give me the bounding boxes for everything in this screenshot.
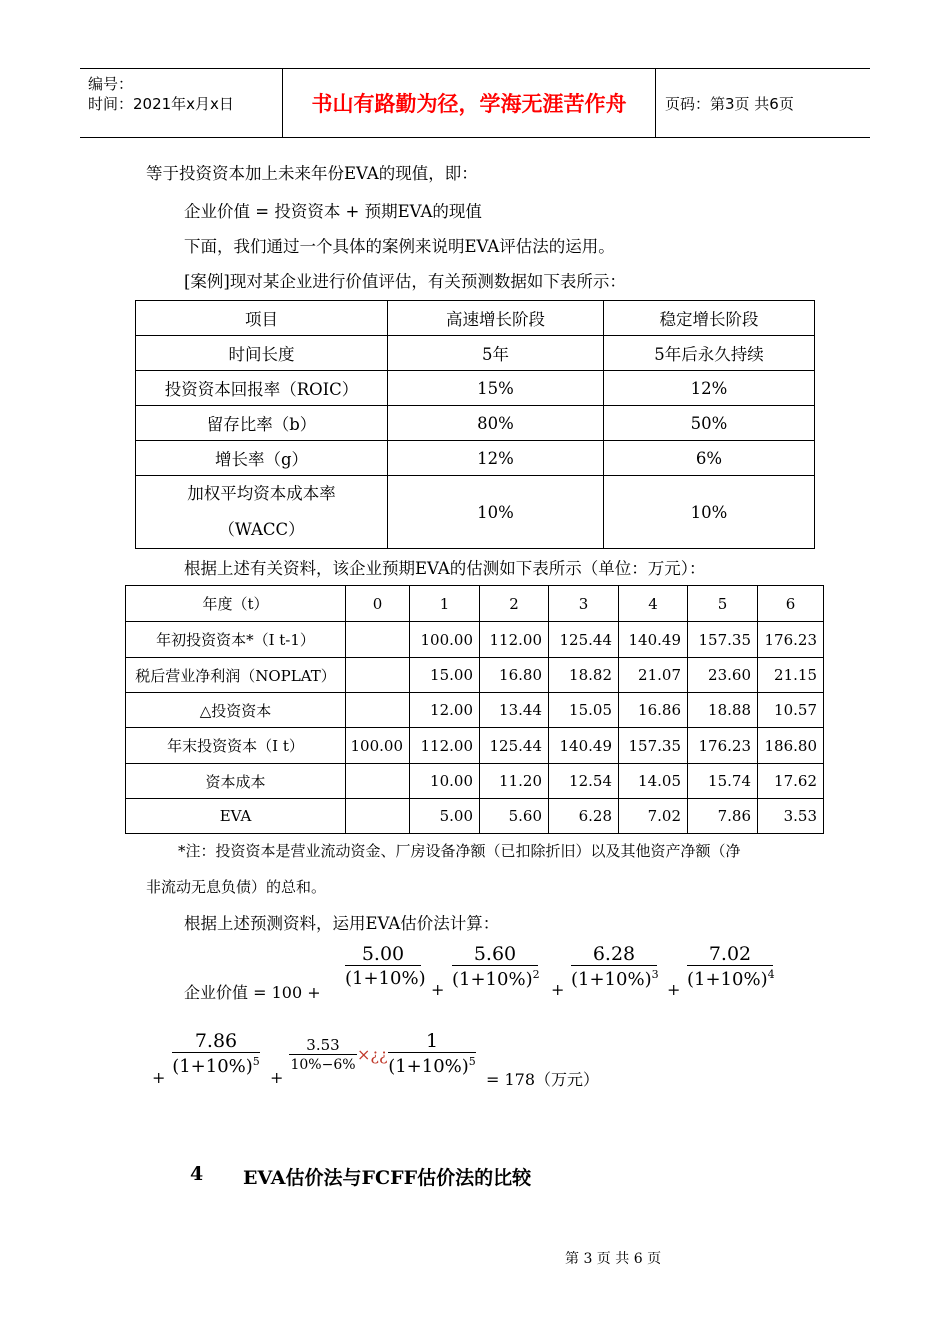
paragraph-1: 等于投资资本加上未来年份EVA的现值，即： xyxy=(146,164,478,183)
fraction-7 xyxy=(388,1030,476,1077)
table2-cell: 5.60 xyxy=(480,799,549,834)
fraction-1-denominator: (1+10%) xyxy=(345,965,421,989)
table2-cell: 3.53 xyxy=(758,799,824,834)
table2-header: 2 xyxy=(480,586,549,622)
fraction-7-denominator: $(1+10\%)^5$ xyxy=(388,1052,476,1077)
fraction-1-numerator: 5.00 xyxy=(361,943,405,965)
table1-header: 项目 xyxy=(136,301,388,336)
table2-cell: 125.44 xyxy=(480,728,549,764)
table2-cell: 税后营业净利润（NOPLAT） xyxy=(126,658,346,693)
table1-cell: 5年 xyxy=(388,336,604,371)
table2-cell: 23.60 xyxy=(688,658,758,693)
fraction-3-denominator: $(1+10\%)^3$ xyxy=(571,965,657,990)
paragraph-2: 企业价值 = 投资资本 + 预期EVA的现值 xyxy=(184,202,482,221)
table-row xyxy=(126,693,824,728)
fraction-3 xyxy=(571,943,657,990)
table2-cell: 16.86 xyxy=(619,693,688,728)
table2-cell: 176.23 xyxy=(758,622,824,658)
formula-result: = 178（万元） xyxy=(486,1070,600,1089)
plus-sign: + xyxy=(667,980,681,999)
table-row xyxy=(136,476,815,549)
plus-sign: + xyxy=(551,980,565,999)
table2-header: 3 xyxy=(549,586,619,622)
table2-cell: 15.00 xyxy=(410,658,480,693)
table2-cell: EVA xyxy=(126,799,346,834)
table2-cell: 10.00 xyxy=(410,764,480,799)
table1-cell: 12% xyxy=(604,371,815,406)
table2-cell: 125.44 xyxy=(549,622,619,658)
table2-cell: 15.74 xyxy=(688,764,758,799)
paragraph-3: 下面，我们通过一个具体的案例来说明EVA评估法的运用。 xyxy=(184,237,615,256)
fraction-5-denominator: $(1+10\%)^5$ xyxy=(172,1052,260,1077)
fraction-7-numerator: 1 xyxy=(425,1030,439,1052)
table1-cell: 时间长度 xyxy=(136,336,388,371)
fraction-2-denominator: $(1+10\%)^2$ xyxy=(452,965,538,990)
table2-header: 6 xyxy=(758,586,824,622)
table2-cell: 10.57 xyxy=(758,693,824,728)
table2-cell: 6.28 xyxy=(549,799,619,834)
fraction-4 xyxy=(687,943,773,990)
table2-cell: 15.05 xyxy=(549,693,619,728)
table1-cell: 15% xyxy=(388,371,604,406)
table-row xyxy=(136,441,815,476)
page-label: 页码：第3页 共6页 xyxy=(665,94,794,113)
page-footer: 第 3 页 共 6 页 xyxy=(565,1251,662,1267)
section-title: EVA估价法与FCFF估价法的比较 xyxy=(243,1167,532,1189)
table-row xyxy=(126,728,824,764)
table2-cell xyxy=(346,622,410,658)
paragraph-4: [案例]现对某企业进行价值评估，有关预测数据如下表所示： xyxy=(184,272,626,291)
table2-cell: 18.82 xyxy=(549,658,619,693)
table2-cell: 100.00 xyxy=(410,622,480,658)
table2-cell: 13.44 xyxy=(480,693,549,728)
formula-lead: 企业价值 = 100 + xyxy=(184,983,321,1002)
table2-cell: 186.80 xyxy=(758,728,824,764)
table2-cell xyxy=(346,658,410,693)
table2-header: 年度（t） xyxy=(126,586,346,622)
table2-cell: 112.00 xyxy=(480,622,549,658)
fraction-1 xyxy=(345,943,426,989)
table1-cell: 增长率（g） xyxy=(136,441,388,476)
fraction-3-numerator: 6.28 xyxy=(592,943,636,965)
fraction-6-numerator: 3.53 xyxy=(306,1036,340,1054)
table-row xyxy=(136,371,815,406)
table1-cell: 10% xyxy=(604,476,815,549)
fraction-5-numerator: 7.86 xyxy=(194,1030,238,1052)
table2-cell xyxy=(346,764,410,799)
paragraph-5: 根据上述有关资料，该企业预期EVA的估测如下表所示（单位：万元）： xyxy=(184,559,706,578)
table1-cell: 10% xyxy=(388,476,604,549)
table-row xyxy=(126,658,824,693)
table2-cell: 157.35 xyxy=(619,728,688,764)
table2-cell: 7.86 xyxy=(688,799,758,834)
table1-cell: 5年后永久持续 xyxy=(604,336,815,371)
table1-header: 高速增长阶段 xyxy=(388,301,604,336)
section-number: 4 xyxy=(190,1163,204,1185)
table-row xyxy=(126,799,824,834)
table2-cell: 12.00 xyxy=(410,693,480,728)
table2-cell: 21.15 xyxy=(758,658,824,693)
table2-header: 4 xyxy=(619,586,688,622)
plus-sign: + xyxy=(431,980,445,999)
table1-cell: 6% xyxy=(604,441,815,476)
table2-cell: 176.23 xyxy=(688,728,758,764)
table-row xyxy=(126,622,824,658)
table-row xyxy=(126,764,824,799)
paragraph-6: 根据上述预测资料，运用EVA估价法计算： xyxy=(184,914,500,933)
table2-cell: 112.00 xyxy=(410,728,480,764)
plus-sign: + xyxy=(270,1068,284,1087)
table1-cell: 50% xyxy=(604,406,815,441)
table1-cell: 12% xyxy=(388,441,604,476)
fraction-4-denominator: $(1+10\%)^4$ xyxy=(687,965,773,990)
table2-header: 1 xyxy=(410,586,480,622)
date-label: 时间：2021年x月x日 xyxy=(88,95,234,113)
table2-header: 5 xyxy=(688,586,758,622)
table2-cell: 140.49 xyxy=(549,728,619,764)
table2-cell: 14.05 xyxy=(619,764,688,799)
wacc-label-abbr: （WACC） xyxy=(218,520,305,539)
table2-cell: 7.02 xyxy=(619,799,688,834)
fraction-4-numerator: 7.02 xyxy=(708,943,752,965)
fraction-6-denominator: 10%−6% xyxy=(289,1054,357,1073)
number-label: 编号： xyxy=(88,75,134,93)
table1-cell: 80% xyxy=(388,406,604,441)
times-sign: ×¿¿ xyxy=(357,1045,388,1064)
table2-cell: 11.20 xyxy=(480,764,549,799)
table2-cell: 157.35 xyxy=(688,622,758,658)
fraction-2-numerator: 5.60 xyxy=(473,943,517,965)
table2-cell: 16.80 xyxy=(480,658,549,693)
table1-cell: 投资资本回报率（ROIC） xyxy=(136,371,388,406)
plus-sign: + xyxy=(152,1068,166,1087)
motto: 书山有路勤为径，学海无涯苦作舟 xyxy=(282,69,656,137)
table2-cell: 21.07 xyxy=(619,658,688,693)
table2-cell: 18.88 xyxy=(688,693,758,728)
table2-cell: 年末投资资本（I t） xyxy=(126,728,346,764)
table2-cell: △投资资本 xyxy=(126,693,346,728)
table1-cell-wacc xyxy=(136,476,388,549)
table1-header: 稳定增长阶段 xyxy=(604,301,815,336)
footnote-line-2: 非流动无息负债）的总和。 xyxy=(146,878,327,896)
table2-cell: 140.49 xyxy=(619,622,688,658)
table2-cell: 资本成本 xyxy=(126,764,346,799)
table2-cell: 12.54 xyxy=(549,764,619,799)
fraction-6 xyxy=(289,1036,357,1073)
table2-cell: 5.00 xyxy=(410,799,480,834)
table2-cell: 17.62 xyxy=(758,764,824,799)
fraction-5 xyxy=(172,1030,260,1077)
table-row xyxy=(136,406,815,441)
table1-cell: 留存比率（b） xyxy=(136,406,388,441)
wacc-label: 加权平均资本成本率 xyxy=(187,484,336,503)
fraction-2 xyxy=(452,943,538,990)
assumptions-table xyxy=(135,300,815,549)
table2-header: 0 xyxy=(346,586,410,622)
table2-cell xyxy=(346,693,410,728)
table2-cell: 100.00 xyxy=(346,728,410,764)
eva-table xyxy=(125,585,824,834)
table2-cell: 年初投资资本*（I t-1） xyxy=(126,622,346,658)
table-row xyxy=(136,336,815,371)
table2-cell xyxy=(346,799,410,834)
footnote-line-1: *注：投资资本是营业流动资金、厂房设备净额（已扣除折旧）以及其他资产净额（净 xyxy=(178,842,741,860)
header-meta xyxy=(80,69,280,137)
page-header xyxy=(80,68,870,138)
